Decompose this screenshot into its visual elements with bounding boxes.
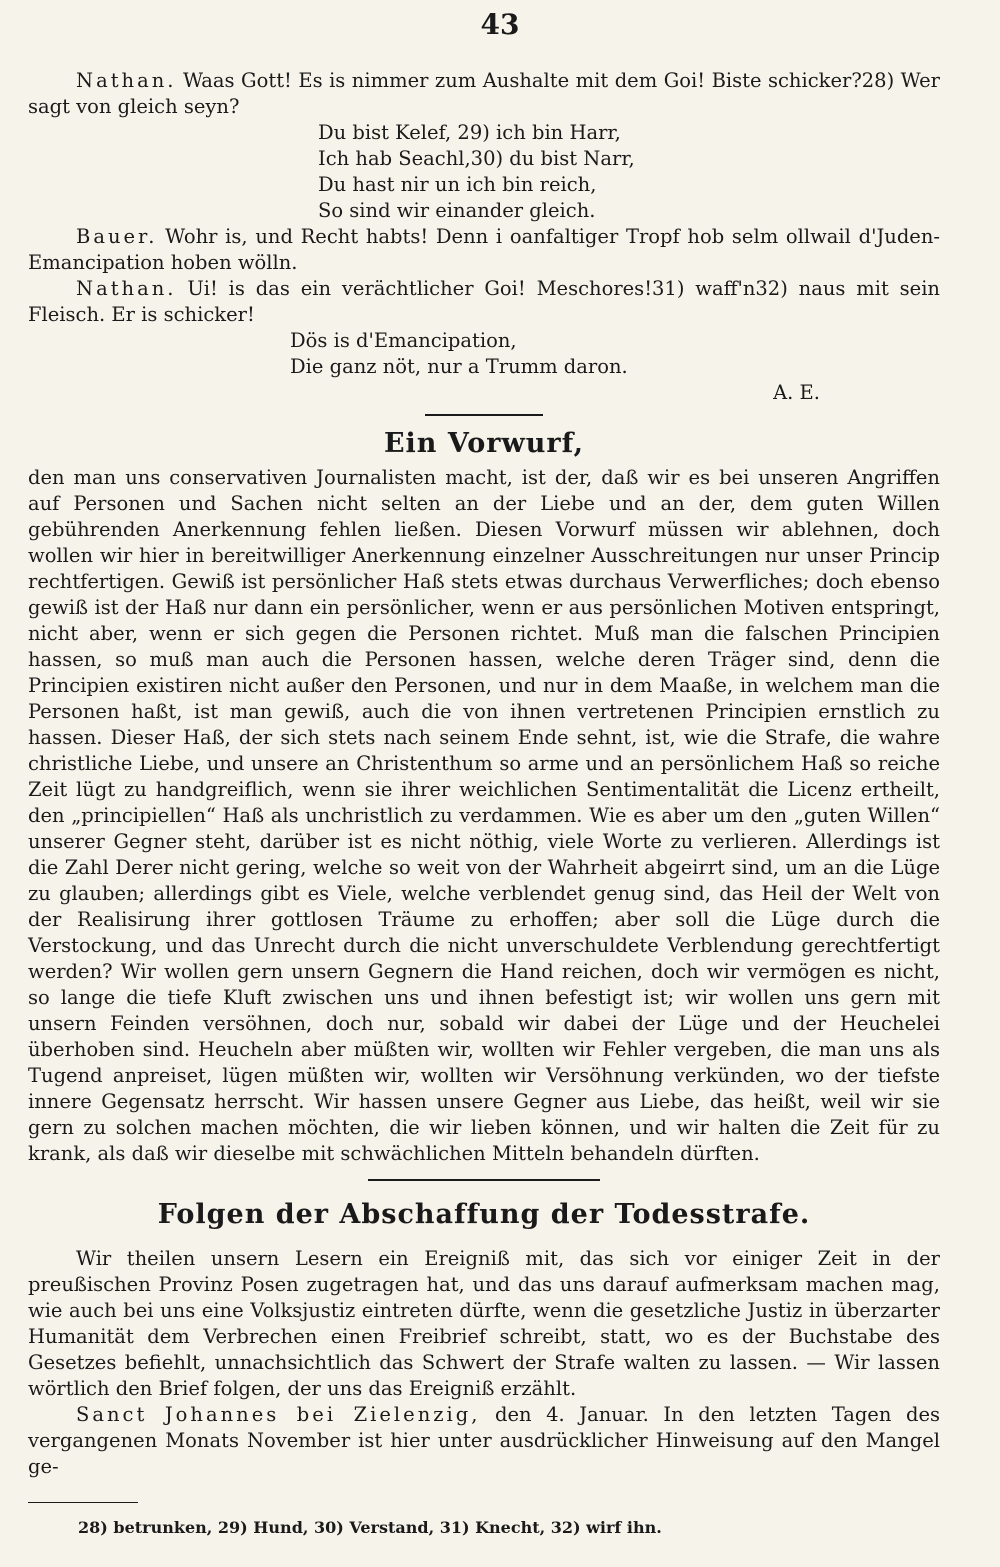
verse-line: Du hast nir un ich bin reich, bbox=[318, 173, 597, 196]
speaker-label: Nathan. bbox=[76, 277, 177, 300]
dialogue-paragraph-2 bbox=[28, 224, 940, 276]
letter-place: Sanct Johannes bei Zielenzig, bbox=[76, 1403, 481, 1426]
verse-line: Du bist Kelef, 29) ich bin Harr, bbox=[318, 121, 621, 144]
verse-block-2 bbox=[28, 328, 940, 380]
verse-line: So sind wir einander gleich. bbox=[318, 199, 596, 222]
verse-line: Die ganz nöt, nur a Trumm daron. bbox=[290, 355, 628, 378]
verse-block-1 bbox=[28, 120, 940, 224]
letter-text: den 4. Januar. In den letzten Tagen des vergangenen Monats November ist hier unter ausdrücklicher Hinweisung auf den Mangel ge- bbox=[28, 1403, 940, 1478]
section-title-todesstrafe: Folgen der Abschaffung der Todesstrafe. bbox=[157, 1199, 811, 1230]
dialogue-text: Ui! is das ein verächtlicher Goi! Meschores!31) waff'n32) naus mit sein Fleisch. Er is schicker! bbox=[28, 277, 940, 326]
vorwurf-body: den man uns conservativen Journalisten macht, ist der, daß wir es bei unseren Angriffen auf Personen und Sachen nicht selten an der Liebe und an der, dem guten Willen gebührenden Anerkennung fehlen ließen. Diesen Vorwurf müssen wir ablehnen, doch wollen wir hier in bereitwilliger Anerkennung einzelner Ausschreitungen nur unser Princip rechtfertigen. Gewiß ist persönlicher Haß stets etwas durchaus Verwerfliches; doch ebenso gewiß ist der Haß nur dann ein persönlicher, wenn er aus persönlichen Motiven entspringt, nicht aber, wenn er sich gegen die Personen richtet. Muß man die falschen Principien hassen, so muß man auch die Personen hassen, welche deren Träger sind, denn die Principien existiren nicht außer den Personen, und nur in dem Maaße, in welchem man die Personen haßt, ist man gewiß, auch die von ihnen vertretenen Principien ernstlich zu hassen. Dieser Haß, der sich stets nach seinem Ende sehnt, ist, wie die Strafe, die wahre christliche Liebe, und unsere an Christenthum so arme und an persönlichem Haß so reiche Zeit lügt zu handgreiflich, wenn sie ihrer weichlichen Sentimentalität die Licenz ertheilt, den „principiellen“ Haß als unchristlich zu verdammen. Wie es aber um den „guten Willen“ unserer Gegner steht, darüber ist es nicht nöthig, viele Worte zu verlieren. Allerdings ist die Zahl Derer nicht gering, welche so weit von der Wahrheit abgeirrt sind, um an die Lüge zu glauben; allerdings gibt es Viele, welche verblendet genug sind, das Heil der Welt von der Realisirung ihrer gottlosen Träume zu erhoffen; aber soll die Lüge durch die Verstockung, und das Unrecht durch die nicht unverschuldete Verblendung gerechtfertigt werden? Wir wollen gern unsern Gegnern die Hand reichen, doch wir vermögen es nicht, so lange die tiefe Kluft zwischen uns und ihnen befestigt ist; wir wollen uns gern mit unsern Feinden versöhnen, doch nur, sobald wir dabei der Lüge und der Heuchelei überhoben sind. Heucheln aber müßten wir, wollten wir Fehler vergeben, die man uns als Tugend anpreiset, lügen müßten wir, wollten wir Versöhnung verkünden, wo der tiefste innere Gegensatz herrscht. Wir hassen unsere Gegner aus Liebe, das heißt, weil wir sie gern zu solchen machen möchten, die wir lieben können, und wir halten die Zeit für zu krank, als daß wir dieselbe mit schwächlichen Mitteln behandeln dürften. bbox=[28, 466, 940, 1165]
verse-line: Dös is d'Emancipation, bbox=[290, 329, 517, 352]
signature: A. E. bbox=[773, 381, 820, 404]
speaker-label: Nathan. bbox=[76, 69, 177, 92]
dialogue-text: Waas Gott! Es is nimmer zum Aushalte mit dem Goi! Biste schicker?28) Wer sagt von gleich seyn? bbox=[28, 69, 940, 118]
speaker-label: Bauer. bbox=[76, 225, 158, 248]
footnotes: 28) betrunken, 29) Hund, 30) Verstand, 31) Knecht, 32) wirf ihn. bbox=[78, 1518, 662, 1537]
page-number: 43 bbox=[480, 8, 520, 41]
verse-line: Ich hab Seachl,30) du bist Narr, bbox=[318, 147, 635, 170]
section-title-vorwurf: Ein Vorwurf, bbox=[383, 428, 585, 459]
todesstrafe-body: Wir theilen unsern Lesern ein Ereigniß mit, das sich vor einiger Zeit in der preußischen Provinz Posen zugetragen hat, und das uns darauf aufmerksam machen mag, wie auch bei uns eine Volksjustiz eintreten dürfte, wenn die gesetzliche Justiz in überzarter Humanität dem Verbrechen einen Freibrief schreibt, statt, wo es der Buchstabe des Gesetzes befiehlt, unnachsichtlich das Schwert der Strafe walten zu lassen. — Wir lassen wörtlich den Brief folgen, der uns das Ereigniß erzählt. bbox=[28, 1247, 940, 1400]
dialogue-text: Wohr is, und Recht habts! Denn i oanfaltiger Tropf hob selm ollwail d'Juden-Emancipation hoben wölln. bbox=[28, 225, 940, 274]
dialogue-paragraph-3 bbox=[28, 276, 940, 328]
dialogue-paragraph-1 bbox=[28, 68, 940, 120]
page-body bbox=[28, 0, 940, 1539]
letter-paragraph bbox=[28, 1402, 940, 1480]
